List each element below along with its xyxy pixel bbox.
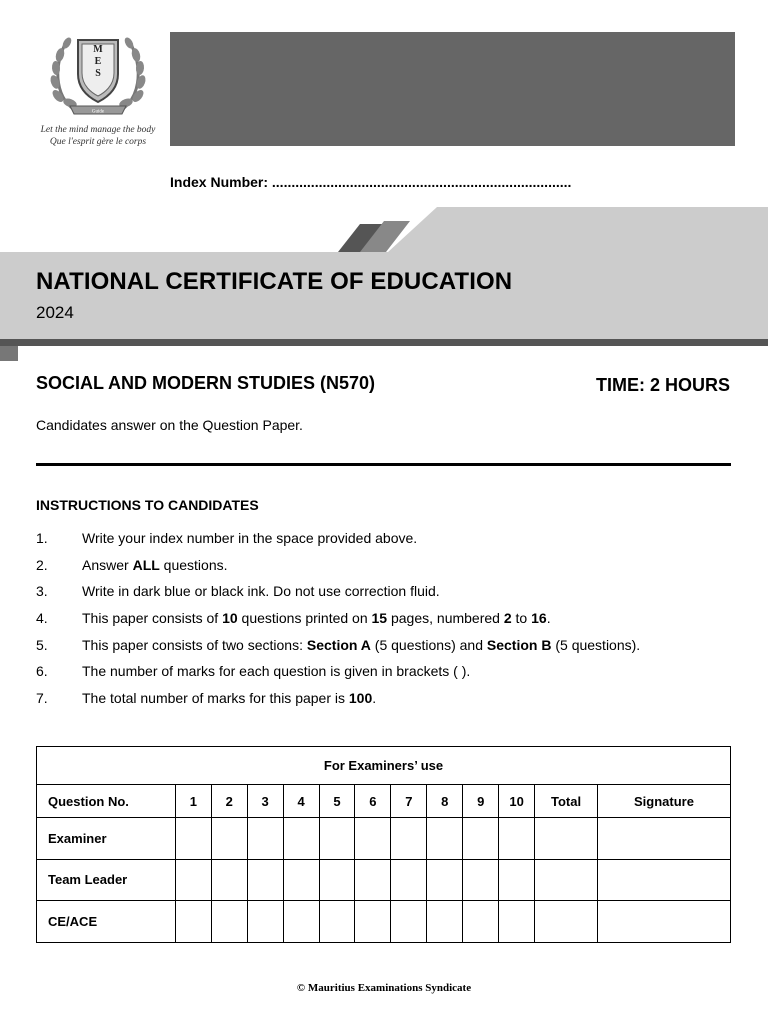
table-header-cell: 5 (319, 785, 355, 818)
table-header-cell: 3 (247, 785, 283, 818)
mark-entry-cell (283, 859, 319, 901)
subject-title: SOCIAL AND MODERN STUDIES (N570) (36, 373, 376, 393)
mark-entry-cell (463, 901, 499, 943)
table-header-cell: Total (535, 785, 598, 818)
mark-entry-cell (283, 818, 319, 860)
table-row (37, 901, 731, 943)
instruction-item (36, 530, 640, 557)
instruction-text (82, 690, 376, 717)
table-header-cell: 10 (499, 785, 535, 818)
mark-entry-cell (499, 859, 535, 901)
mark-entry-cell (598, 859, 731, 901)
instruction-fragment: to (511, 610, 532, 627)
mes-logo (36, 30, 160, 148)
mark-entry-cell (355, 901, 391, 943)
instruction-emphasis: ALL (132, 556, 160, 573)
instruction-text (82, 583, 440, 610)
motto-english: Let the mind manage the body (40, 125, 156, 135)
instruction-fragment: Answer (82, 556, 133, 573)
table-header-cell: 6 (355, 785, 391, 818)
candidate-note: Candidates answer on the Question Paper. (36, 417, 303, 433)
instructions-list (36, 530, 640, 717)
mark-entry-cell (427, 818, 463, 860)
instruction-number: 2. (36, 556, 48, 573)
instruction-fragment: (5 questions). (551, 636, 641, 653)
instruction-fragment: Write in dark blue or black ink. Do not use correction fluid. (82, 583, 440, 600)
instruction-emphasis: 16 (531, 610, 547, 627)
mark-entry-cell (175, 818, 211, 860)
exam-year: 2024 (36, 303, 74, 322)
logo-letter-s: S (95, 68, 101, 79)
instruction-fragment: Write your index number in the space provided above. (82, 530, 418, 546)
instruction-item (36, 557, 640, 584)
mark-entry-cell (247, 901, 283, 943)
instruction-fragment: questions printed on (237, 610, 372, 627)
instruction-number: 3. (36, 583, 48, 600)
mark-entry-cell (535, 818, 598, 860)
table-header-cell: Signature (598, 785, 731, 818)
mark-entry-cell (535, 859, 598, 901)
mark-entry-cell (247, 818, 283, 860)
instruction-number: 6. (36, 663, 48, 680)
table-header-cell: 8 (427, 785, 463, 818)
mark-entry-cell (391, 859, 427, 901)
table-row (37, 859, 731, 901)
instruction-number: 4. (36, 610, 48, 627)
instruction-fragment: . (546, 610, 551, 627)
mark-entry-cell (535, 901, 598, 943)
instruction-emphasis: 15 (371, 610, 388, 627)
mark-entry-cell (355, 859, 391, 901)
table-header-cell: 7 (391, 785, 427, 818)
mark-entry-cell (247, 859, 283, 901)
instruction-emphasis: 10 (222, 610, 238, 627)
table-row-label: CE/ACE (37, 901, 176, 943)
mark-entry-cell (391, 818, 427, 860)
mark-entry-cell (355, 818, 391, 860)
instruction-fragment: pages, numbered (387, 610, 504, 627)
mark-entry-cell (463, 818, 499, 860)
instruction-emphasis: 100 (348, 690, 373, 707)
instruction-item (36, 637, 640, 664)
mark-entry-cell (391, 901, 427, 943)
instruction-number: 5. (36, 636, 48, 653)
divider-rule (36, 463, 731, 466)
mark-entry-cell (319, 818, 355, 860)
logo-letter-e: E (94, 56, 102, 67)
logo-letter-m: M (93, 44, 103, 55)
instruction-text (82, 637, 640, 664)
instruction-fragment: This paper consists of two sections: (82, 636, 307, 653)
instruction-number: 7. (36, 690, 48, 707)
logo-ribbon-text: Guide (91, 109, 105, 115)
motto-french: Que l'esprit gère le corps (49, 136, 147, 147)
header-box (170, 32, 735, 146)
instruction-fragment: questions. (159, 556, 228, 573)
table-header-cell: Question No. (37, 785, 176, 818)
table-header-cell: 2 (211, 785, 247, 818)
instruction-fragment: The number of marks for each question is given in brackets ( ). (82, 663, 471, 680)
instruction-number: 1. (36, 530, 48, 546)
examiners-table-caption: For Examiners’ use (37, 747, 731, 785)
page-title: NATIONAL CERTIFICATE OF EDUCATION (36, 268, 513, 295)
mark-entry-cell (499, 901, 535, 943)
instruction-fragment: This paper consists of (82, 610, 223, 627)
index-number-label: Index Number: (170, 174, 269, 190)
time-allowed: TIME: 2 HOURS (595, 375, 730, 395)
mark-entry-cell (175, 901, 211, 943)
instruction-text (82, 610, 551, 637)
table-header-cell: 9 (463, 785, 499, 818)
instruction-fragment: . (372, 690, 377, 707)
mark-entry-cell (427, 859, 463, 901)
instruction-fragment: (5 questions) and (370, 636, 487, 653)
mark-entry-cell (175, 859, 211, 901)
instruction-text (82, 663, 470, 690)
instructions-heading: INSTRUCTIONS TO CANDIDATES (36, 497, 259, 513)
examiners-table (36, 746, 731, 943)
instruction-text (82, 530, 417, 557)
instruction-emphasis: Section B (486, 636, 552, 653)
mark-entry-cell (598, 901, 731, 943)
table-row-label: Examiner (37, 818, 176, 860)
mark-entry-cell (211, 901, 247, 943)
logo-motto (36, 125, 160, 148)
instruction-item (36, 663, 640, 690)
mark-entry-cell (463, 859, 499, 901)
index-number-line (170, 174, 571, 190)
mark-entry-cell (319, 901, 355, 943)
mark-entry-cell (427, 901, 463, 943)
index-number-dots: ............................................................................. (271, 174, 572, 190)
table-row (37, 818, 731, 860)
crest-icon (48, 30, 148, 122)
instruction-item (36, 583, 640, 610)
mark-entry-cell (211, 859, 247, 901)
instruction-fragment: The total number of marks for this paper is (82, 690, 349, 707)
table-header-cell: 1 (175, 785, 211, 818)
instruction-emphasis: Section A (306, 636, 371, 653)
copyright-footer: © Mauritius Examinations Syndicate (296, 982, 472, 994)
instruction-item (36, 610, 640, 637)
table-header-cell: 4 (283, 785, 319, 818)
table-row-label: Team Leader (37, 859, 176, 901)
instruction-emphasis: 2 (503, 610, 512, 627)
mark-entry-cell (499, 818, 535, 860)
mark-entry-cell (598, 818, 731, 860)
mark-entry-cell (319, 859, 355, 901)
instruction-text (82, 557, 228, 584)
mark-entry-cell (211, 818, 247, 860)
mark-entry-cell (283, 901, 319, 943)
instruction-item (36, 690, 640, 717)
